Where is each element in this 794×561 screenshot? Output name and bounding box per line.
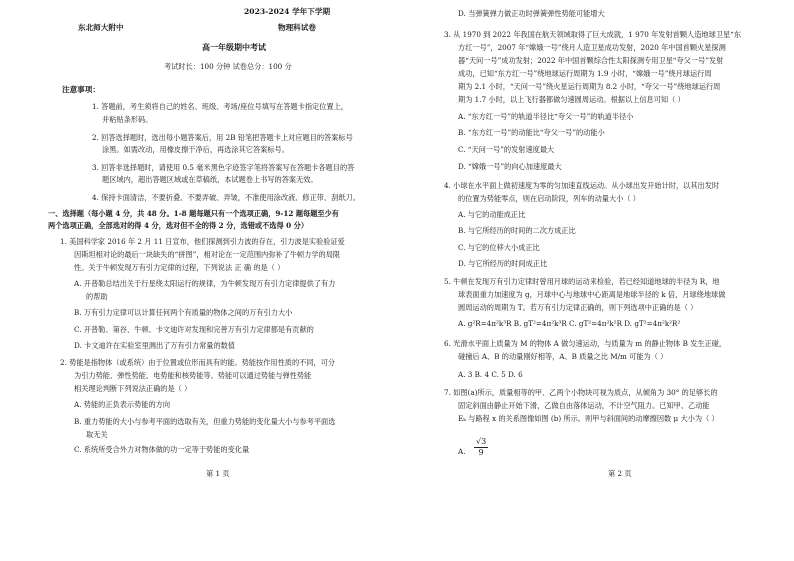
text-line: A. [458,447,466,456]
text-line: 碰撞后 A、B 的动量刚好相等，A、B 质量之比 M/m 可能为（ ） [458,352,668,361]
text-line: B. 万有引力定律可以计算任何两个有质量的物体之间的万有引力大小 [74,308,293,317]
text-line: 注意事项： [62,85,100,94]
text-line: A. 开普勒总结出关于行星绕太阳运行的规律，为牛顿发现万有引力定律提供了有力 [74,279,336,288]
text-line: 第 2 页 [608,469,632,478]
text-line: 器“天问一号”成功发射；2022 年中国首颗综合性太阳探测专用卫星“夸父一号”发射 [458,56,724,65]
text-line: 相关理论判断下列说法正确的是（ ） [74,384,192,393]
text-line: C. “天问一号”的发射速度最大 [458,145,555,154]
text-line: 并粘贴条形码。 [102,115,153,124]
text-line: 性。关于牛顿发现万有引力定律的过程，下列说法 正 确 的是（ ） [74,263,285,272]
text-line: A. 3 B. 4 C. 5 D. 6 [458,370,523,379]
text-line: 1. 美国科学家 2016 年 2 月 11 日宣布，他们探测到引力波的存在，引力波是实验验证爱 [60,237,345,246]
text-line: A. 势能的正负表示势能的方向 [74,400,171,409]
fraction-numerator: √3 [476,437,487,446]
text-line: 圆周运动的周期为 T。若万有引力定律正确的，则下列选项中正确的是（ ） [458,303,698,312]
text-line: A. 与它的动能成正比 [458,210,526,219]
text-line: Eₖ 与路程 x 的关系图像如图 (b) 所示。则甲与斜面间的动摩擦因数 μ 大小为（ ） [458,414,719,423]
text-line: 题区域内，超出答题区域或在草稿纸、本试题卷上书写的答案无效。 [102,175,318,184]
text-line: 3. 回答非选择题时，请使用 0.5 毫米黑色字迹签字笔将答案写在答题卡各题目的答 [92,163,355,172]
text-line: D. “嫦娥一号”的向心加速度最大 [458,162,562,171]
left-page [48,0,416,561]
text-line: C. 与它的位移大小成正比 [458,243,540,252]
fraction-denominator: 9 [478,448,484,457]
text-line: 1. 答题前，考生须将自己的姓名、班级、考场/座位号填写在答题卡指定位置上， [92,102,348,111]
text-line: 考试时长：100 分钟 试卷总分：100 分 [164,62,292,71]
text-line: 固定斜面由静止开始下滑，乙做自由落体运动，不计空气阻力。已知甲、乙动能 [458,401,710,410]
text-line: D. 卡文迪许在实验室里测出了万有引力常量的数值 [74,341,236,350]
text-line: 2. 回答选择题时，选出每小题答案后，用 2B 铅笔把答题卡上对应题目的答案标号 [92,133,353,142]
text-line: 3. 从 1970 到 2022 年我国在航天领域取得了巨大成就，1 970 年发射首颗人造地球卫星“东 [444,30,742,39]
text-line: B. 重力势能的大小与参考平面的选取有关，但重力势能的变化量大小与参考平面选 [74,417,336,426]
text-line: D. 当弹簧弹力做正功时弹簧弹性势能可能增大 [458,9,605,18]
text-line: 高一年级期中考试 [202,42,266,52]
answer-fraction [474,437,488,458]
text-line: B. 与它所经历的时间的二次方成正比 [458,226,576,235]
text-line: 期为 1.7 小时，以上飞行器都做匀速圆周运动。根据以上信息可知（ ） [458,95,685,104]
text-line: 取无关 [86,430,108,439]
text-line: A. g²R=4π²k³R B. gT²=4π²k³R C. gT²=4π²k²R D. gT²=4π²k²R² [458,319,681,328]
text-line: 成功，已知“东方红一号”绕地球运行周期为 1.9 小时，“嫦娥一号”绕月球运行周 [458,69,712,78]
text-line: D. 与它所经历的时间成正比 [458,259,548,268]
text-line: 球表面重力加速度为 g，月球中心与地球中心距离是地球半径的 k 倍，月球绕地球做 [458,290,726,299]
text-line: 一、选择题（每小题 4 分，共 48 分。1-8 题每题只有一个选项正确，9-12 题每题至少有 [48,209,339,218]
text-line: 的帮助 [86,292,108,301]
text-line: 涂黑。如需改动，用橡皮擦干净后，再选涂其它答案标号。 [102,145,289,154]
text-line: A. “东方红一号”的轨道半径比“夸父一号”的轨道半径小 [458,112,634,121]
text-line: 两个选项正确，全部选对的得 4 分，选对但不全的得 2 分，选错或不选得 0 分） [48,221,309,230]
text-line: 方红一号”，2007 年“嫦娥一号”绕月人造卫星成功发射，2020 年中国首颗火星探测 [458,43,726,52]
text-line: 4. 保持卡面清洁，不要折叠、不要弄破、弄皱，不准使用涂改液、修正带、刮纸刀。 [92,193,360,202]
text-line: 的位置为势能零点，则在启动阶段，列车的动量大小（ ） [458,194,640,203]
text-line: 2023-2024 学年下学期 [244,7,331,16]
text-line: 为引力势能、弹性势能、电势能和核势能等。势能可以通过势能与弹性势能 [74,371,312,380]
text-line: 4. 小球在水平面上做初速度为零的匀加速直线运动。从小球出发开始计时，以其出发时 [444,181,720,190]
text-line: 东北师大附中 [78,23,124,32]
text-line: B. “东方红一号”的动能比“夸父一号”的动能小 [458,128,605,137]
text-line: 期为 2.1 小时，“天问一号”绕火星运行周期为 8.2 小时，“夸父一号”绕地球运行周 [458,82,721,91]
right-page [444,0,780,561]
text-line: 7. 如图(a)所示，质量相等的甲、乙两个小物块可视为质点，从倾角为 30° 的足够长的 [444,388,718,397]
text-line: C. 系统所受合外力对物体做的功一定等于势能的变化量 [74,445,250,454]
text-line: 2. 势能是指物体（或系统）由于位置或位形而具有的能。势能按作用性质的不同，可分 [60,358,336,367]
text-line: 物理科试卷 [278,23,316,32]
text-line: 第 1 页 [206,469,230,478]
text-line: 6. 光滑水平面上质量为 M 的物体 A 做匀速运动，与质量为 m 的静止物体 B 发生正碰， [444,339,727,348]
text-line: 因斯坦相对论的最后一块缺失的“拼图”，相对论在一定范围内弥补了牛顿力学的局限 [74,250,341,259]
text-line: C. 开普勒、第谷、牛顿、卡文迪许对发现和完善万有引力定律都是有贡献的 [74,325,314,334]
text-line: 5. 牛顿在发现万有引力定律时曾用月球的运动来检验，若已经知道地球的半径为 R，地 [444,277,720,286]
